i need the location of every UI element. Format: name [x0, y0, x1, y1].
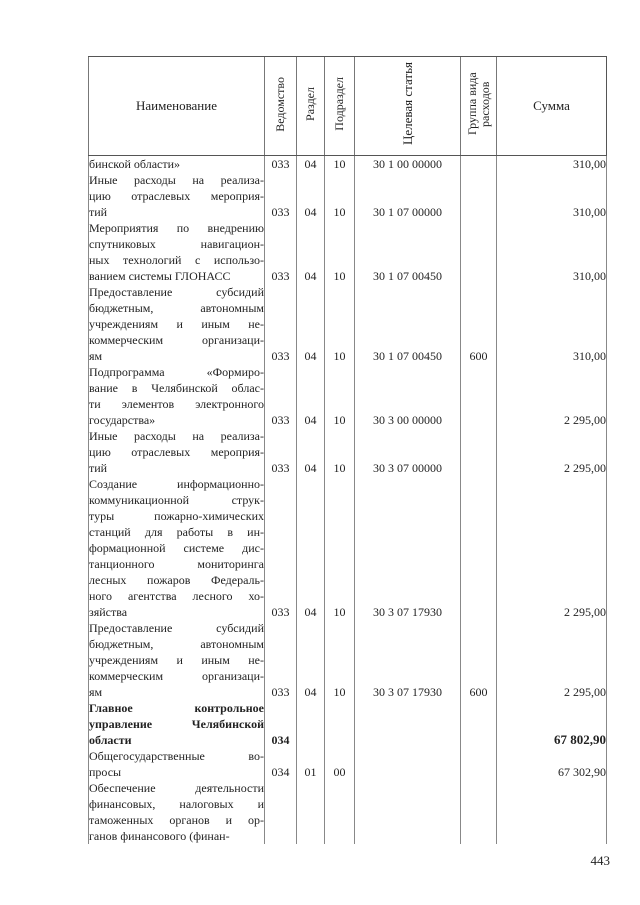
- cell-subsection: 10: [325, 172, 355, 220]
- row-name: [89, 700, 265, 748]
- cell-expense-group: 600: [461, 620, 497, 700]
- table-row: [89, 748, 607, 780]
- row-name-line: Создание информационно-: [89, 477, 264, 491]
- row-name-line: Предоставление субсидий: [89, 621, 264, 635]
- cell-department: 034: [265, 700, 297, 748]
- cell-section: 04: [297, 156, 325, 173]
- row-name-line: Общегосударственные во-: [89, 749, 264, 763]
- row-name: [89, 364, 265, 428]
- cell-sum: 2 295,00: [497, 364, 607, 428]
- row-name: [89, 620, 265, 700]
- cell-department: 033: [265, 284, 297, 364]
- row-name-line: области: [89, 733, 132, 747]
- cell-department: 034: [265, 748, 297, 780]
- page-number: 443: [590, 853, 610, 868]
- table-row: [89, 220, 607, 284]
- header-sum: Сумма: [497, 57, 607, 156]
- cell-section: 04: [297, 172, 325, 220]
- cell-expense-group: [461, 172, 497, 220]
- row-name-line: учреждениям и иным не-: [89, 653, 264, 667]
- table-row: [89, 156, 607, 173]
- row-name: [89, 220, 265, 284]
- cell-sum: 2 295,00: [497, 476, 607, 620]
- budget-table: [88, 56, 607, 844]
- cell-subsection: [325, 700, 355, 748]
- row-name-line: коммерческим организаци-: [89, 333, 264, 347]
- table-row: [89, 172, 607, 220]
- cell-sum: 67 302,90: [497, 748, 607, 780]
- row-name-line: лесных пожаров Федераль-: [89, 573, 264, 587]
- row-name-line: туры пожарно-химических: [89, 509, 264, 523]
- cell-subsection: 10: [325, 620, 355, 700]
- row-name-line: ям: [89, 349, 103, 363]
- cell-sum: 310,00: [497, 156, 607, 173]
- row-name-line: финансовых, налоговых и: [89, 797, 264, 811]
- row-name: [89, 748, 265, 780]
- row-name-line: государства»: [89, 413, 156, 427]
- table-row: [89, 476, 607, 620]
- row-name-line: Главное контрольное: [89, 701, 264, 715]
- cell-section: 04: [297, 220, 325, 284]
- row-name-line: ванием системы ГЛОНАСС: [89, 269, 231, 283]
- row-name-line: ям: [89, 685, 103, 699]
- cell-section: 01: [297, 748, 325, 780]
- cell-target-article: 30 3 07 00000: [355, 428, 461, 476]
- cell-department: [265, 780, 297, 844]
- cell-target-article: 30 3 00 00000: [355, 364, 461, 428]
- header-section: Раздел: [297, 57, 325, 156]
- cell-sum: 67 802,90: [497, 700, 607, 748]
- cell-subsection: 10: [325, 364, 355, 428]
- row-name: [89, 476, 265, 620]
- row-name: [89, 428, 265, 476]
- row-name-line: зяйства: [89, 605, 128, 619]
- header-name: Наименование: [89, 57, 265, 156]
- row-name-line: таможенных органов и ор-: [89, 813, 264, 827]
- cell-expense-group: [461, 476, 497, 620]
- cell-expense-group: [461, 748, 497, 780]
- cell-section: 04: [297, 476, 325, 620]
- table-body: [89, 156, 607, 845]
- cell-expense-group: [461, 364, 497, 428]
- cell-sum: 2 295,00: [497, 620, 607, 700]
- row-name-line: ти элементов электронного: [89, 397, 264, 411]
- row-name-line: бюджетным, автономным: [89, 637, 264, 651]
- cell-subsection: 10: [325, 428, 355, 476]
- cell-sum: [497, 780, 607, 844]
- cell-target-article: 30 1 07 00000: [355, 172, 461, 220]
- cell-department: 033: [265, 428, 297, 476]
- cell-department: 033: [265, 156, 297, 173]
- cell-subsection: 10: [325, 284, 355, 364]
- row-name-line: ганов финансового (финан-: [89, 829, 230, 843]
- cell-department: 033: [265, 476, 297, 620]
- header-expense-group: Группа вида расходов: [461, 57, 497, 156]
- table-row: [89, 364, 607, 428]
- row-name-line: Иные расходы на реализа-: [89, 173, 264, 187]
- row-name-line: формационной системе дис-: [89, 541, 264, 555]
- cell-section: 04: [297, 620, 325, 700]
- row-name-line: просы: [89, 765, 122, 779]
- cell-target-article: 30 1 07 00450: [355, 220, 461, 284]
- row-name-line: ного агентства лесного хо-: [89, 589, 264, 603]
- row-name: [89, 780, 265, 844]
- cell-subsection: 10: [325, 476, 355, 620]
- cell-sum: 310,00: [497, 220, 607, 284]
- row-name-line: станций для работы в ин-: [89, 525, 264, 539]
- cell-expense-group: [461, 780, 497, 844]
- cell-expense-group: 600: [461, 284, 497, 364]
- cell-target-article: 30 3 07 17930: [355, 476, 461, 620]
- cell-department: 033: [265, 220, 297, 284]
- cell-subsection: 00: [325, 748, 355, 780]
- row-name-line: Мероприятия по внедрению: [89, 221, 264, 235]
- row-name-line: бинской области»: [89, 157, 181, 171]
- row-name-line: коммуникационной струк-: [89, 493, 264, 507]
- cell-expense-group: [461, 156, 497, 173]
- row-name-line: спутниковых навигацион-: [89, 237, 264, 251]
- row-name-line: Подпрограмма «Формиро-: [89, 365, 264, 379]
- cell-target-article: [355, 700, 461, 748]
- row-name-line: коммерческим организаци-: [89, 669, 264, 683]
- cell-sum: 310,00: [497, 284, 607, 364]
- header-target-article: Целевая статья: [355, 57, 461, 156]
- row-name-line: бюджетным, автономным: [89, 301, 264, 315]
- row-name-line: ных технологий с использо-: [89, 253, 264, 267]
- cell-department: 033: [265, 364, 297, 428]
- table-row: [89, 428, 607, 476]
- cell-section: 04: [297, 284, 325, 364]
- row-name-line: управление Челябинской: [89, 717, 264, 731]
- row-name-line: танционного мониторинга: [89, 557, 264, 571]
- table-row: [89, 700, 607, 748]
- cell-department: 033: [265, 172, 297, 220]
- row-name-line: учреждениям и иным не-: [89, 317, 264, 331]
- cell-sum: 310,00: [497, 172, 607, 220]
- table-row: [89, 780, 607, 844]
- cell-expense-group: [461, 220, 497, 284]
- cell-target-article: 30 1 00 00000: [355, 156, 461, 173]
- row-name-line: Иные расходы на реализа-: [89, 429, 264, 443]
- cell-target-article: [355, 748, 461, 780]
- row-name: [89, 156, 265, 173]
- cell-section: 04: [297, 428, 325, 476]
- row-name-line: вание в Челябинской облас-: [89, 381, 264, 395]
- row-name-line: Предоставление субсидий: [89, 285, 264, 299]
- cell-target-article: [355, 780, 461, 844]
- row-name: [89, 172, 265, 220]
- row-name-line: цию отраслевых мероприя-: [89, 445, 264, 459]
- cell-subsection: 10: [325, 220, 355, 284]
- cell-department: 033: [265, 620, 297, 700]
- cell-subsection: [325, 780, 355, 844]
- cell-subsection: 10: [325, 156, 355, 173]
- cell-section: [297, 780, 325, 844]
- header-subsection: Подраздел: [325, 57, 355, 156]
- row-name-line: тий: [89, 461, 108, 475]
- table-row: [89, 620, 607, 700]
- cell-section: 04: [297, 364, 325, 428]
- header-department: Ведомство: [265, 57, 297, 156]
- cell-target-article: 30 3 07 17930: [355, 620, 461, 700]
- cell-expense-group: [461, 700, 497, 748]
- table-row: [89, 284, 607, 364]
- row-name-line: цию отраслевых мероприя-: [89, 189, 264, 203]
- row-name-line: тий: [89, 205, 108, 219]
- row-name: [89, 284, 265, 364]
- cell-section: [297, 700, 325, 748]
- cell-target-article: 30 1 07 00450: [355, 284, 461, 364]
- row-name-line: Обеспечение деятельности: [89, 781, 264, 795]
- cell-sum: 2 295,00: [497, 428, 607, 476]
- cell-expense-group: [461, 428, 497, 476]
- table-header-row: [89, 57, 607, 156]
